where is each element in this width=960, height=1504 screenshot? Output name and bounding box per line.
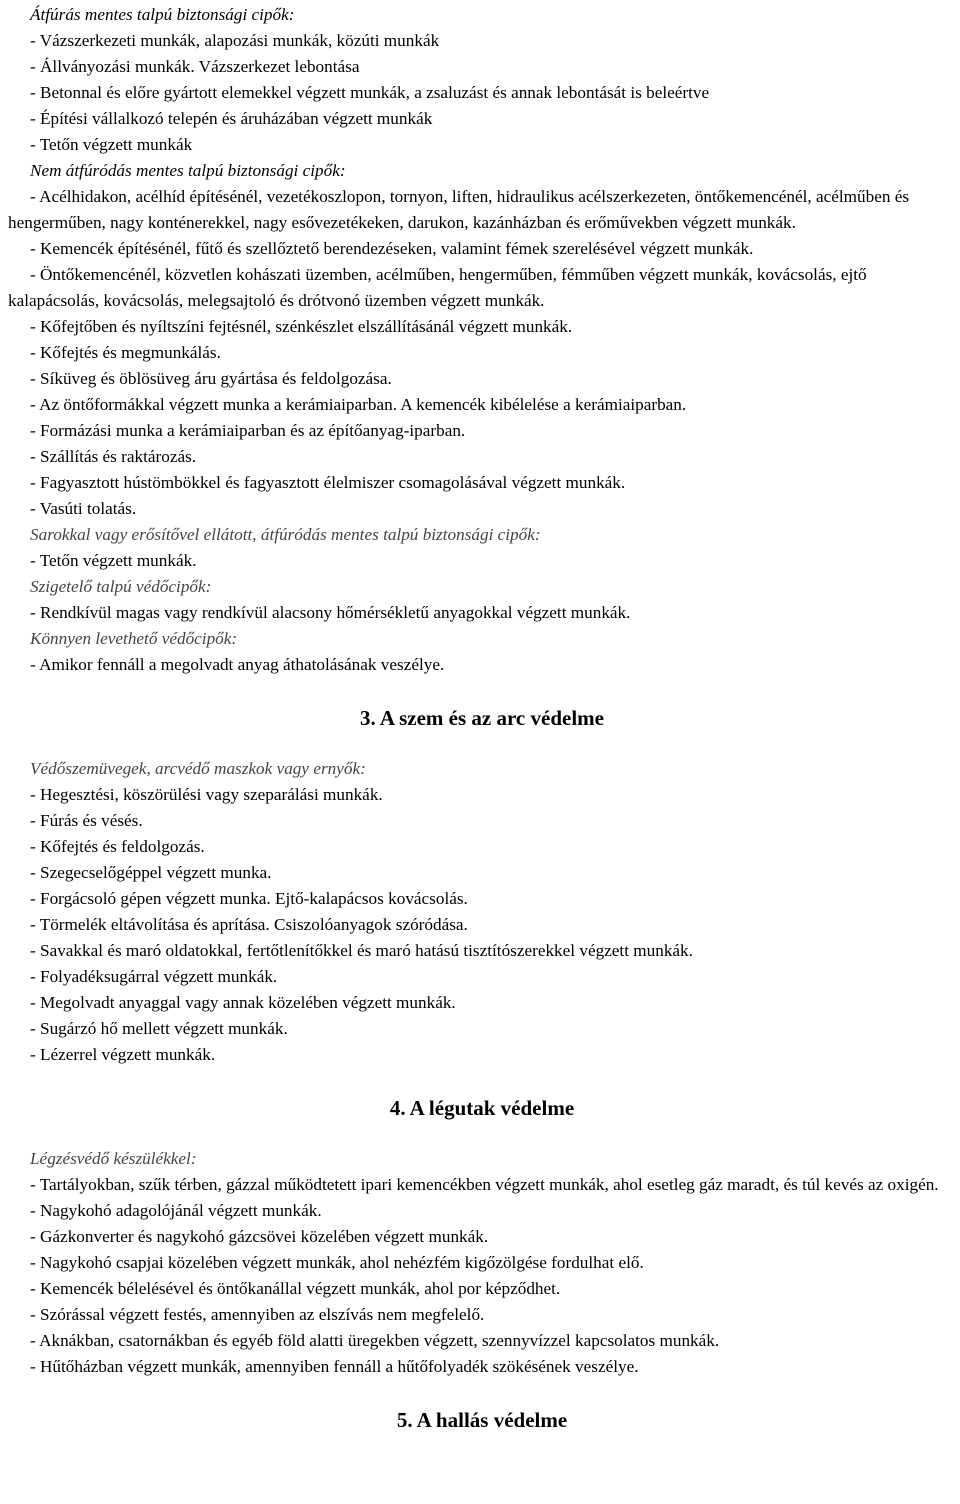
list-item: - Kemencék bélelésével és öntőkanállal végzett munkák, ahol por képződhet. xyxy=(30,1279,561,1298)
section-eye-face-protection xyxy=(8,756,956,1068)
list-item: - Acélhidakon, acélhíd építésénél, vezetékoszlopon, tornyon, liften, hidraulikus acélszerkezeten, öntőkemencénél, acélműben és hengerműben, nagy konténerekkel, nagy esővezetékeken, darukon, kazánházban és erőművekben végzett munkák. xyxy=(8,187,910,232)
list-item: - Tartályokban, szűk térben, gázzal működtetett ipari kemencékben végzett munkák, ahol esetleg gáz maradt, és túl kevés az oxigén. xyxy=(30,1175,939,1194)
list-item: - Nagykohó adagolójánál végzett munkák. xyxy=(30,1201,322,1220)
list-item: - Síküveg és öblösüveg áru gyártása és feldolgozása. xyxy=(30,369,392,388)
section-subheading: Átfúrás mentes talpú biztonsági cipők: xyxy=(30,5,295,24)
list-item: - Szállítás és raktározás. xyxy=(30,447,197,466)
section-subheading: Szigetelő talpú védőcipők: xyxy=(30,577,212,596)
list-item: - Az öntőformákkal végzett munka a kerámiaiparban. A kemencék kibélelése a kerámiaiparban. xyxy=(30,395,687,414)
list-item: - Vázszerkezeti munkák, alapozási munkák, közúti munkák xyxy=(30,31,440,50)
list-item: - Kemencék építésénél, fűtő és szellőztető berendezéseken, valamint fémek szerelésével végzett munkák. xyxy=(30,239,754,258)
section-respiratory-protection xyxy=(8,1146,956,1380)
list-item: - Folyadéksugárral végzett munkák. xyxy=(30,967,278,986)
document-page xyxy=(8,2,956,1458)
list-item: - Tetőn végzett munkák. xyxy=(30,551,197,570)
list-item: - Vasúti tolatás. xyxy=(30,499,137,518)
section-non-puncture-resistant-shoes xyxy=(8,158,956,522)
list-item: - Nagykohó csapjai közelében végzett munkák, ahol nehézfém kigőzölgése fordulhat elő. xyxy=(30,1253,644,1272)
section-subheading: Nem átfúródás mentes talpú biztonsági cipők: xyxy=(30,161,346,180)
chapter-heading: 5. A hallás védelme xyxy=(396,1408,568,1432)
list-item: - Törmelék eltávolítása és aprítása. Csiszolóanyagok szóródása. xyxy=(30,915,468,934)
list-item: - Amikor fennáll a megolvadt anyag áthatolásának veszélye. xyxy=(30,655,445,674)
section-subheading: Légzésvédő készülékkel: xyxy=(30,1149,197,1168)
section-subheading: Védőszemüvegek, arcvédő maszkok vagy ernyők: xyxy=(30,759,366,778)
section-reinforced-shoes xyxy=(8,522,956,574)
list-item: - Rendkívül magas vagy rendkívül alacsony hőmérsékletű anyagokkal végzett munkák. xyxy=(30,603,631,622)
section-subheading: Sarokkal vagy erősítővel ellátott, átfúródás mentes talpú biztonsági cipők: xyxy=(30,525,541,544)
chapter-heading: 4. A légutak védelme xyxy=(389,1096,575,1120)
list-item: - Szórással végzett festés, amennyiben az elszívás nem megfelelő. xyxy=(30,1305,485,1324)
list-item: - Formázási munka a kerámiaiparban és az építőanyag-iparban. xyxy=(30,421,466,440)
section-puncture-resistant-shoes xyxy=(8,2,956,158)
section-removable-shoes xyxy=(8,626,956,678)
list-item: - Hűtőházban végzett munkák, amennyiben fennáll a hűtőfolyadék szökésének veszélye. xyxy=(30,1357,639,1376)
list-item: - Savakkal és maró oldatokkal, fertőtlenítőkkel és maró hatású tisztítószerekkel végzett munkák. xyxy=(30,941,693,960)
list-item: - Állványozási munkák. Vázszerkezet lebontása xyxy=(30,57,360,76)
list-item: - Megolvadt anyaggal vagy annak közelében végzett munkák. xyxy=(30,993,456,1012)
list-item: - Gázkonverter és nagykohó gázcsövei közelében végzett munkák. xyxy=(30,1227,489,1246)
list-item: - Kőfejtés és megmunkálás. xyxy=(30,343,221,362)
list-item: - Szegecselőgéppel végzett munka. xyxy=(30,863,272,882)
list-item: - Aknákban, csatornákban és egyéb föld alatti üregekben végzett, szennyvízzel kapcsolatos munkák. xyxy=(30,1331,720,1350)
list-item: - Hegesztési, köszörülési vagy szeparálási munkák. xyxy=(30,785,383,804)
list-item: - Kőfejtőben és nyíltszíni fejtésnél, szénkészlet elszállításánál végzett munkák. xyxy=(30,317,573,336)
list-item: - Kőfejtés és feldolgozás. xyxy=(30,837,205,856)
list-item: - Fagyasztott hústömbökkel és fagyasztott élelmiszer csomagolásával végzett munkák. xyxy=(30,473,626,492)
list-item: - Építési vállalkozó telepén és áruházában végzett munkák xyxy=(30,109,433,128)
list-item: - Betonnal és előre gyártott elemekkel végzett munkák, a zsaluzást és annak lebontását is beleértve xyxy=(30,83,710,102)
list-item: - Forgácsoló gépen végzett munka. Ejtő-kalapácsos kovácsolás. xyxy=(30,889,468,908)
list-item: - Sugárzó hő mellett végzett munkák. xyxy=(30,1019,288,1038)
list-item: - Fúrás és vésés. xyxy=(30,811,143,830)
section-subheading: Könnyen levethető védőcipők: xyxy=(30,629,238,648)
list-item: - Tetőn végzett munkák xyxy=(30,135,193,154)
list-item: - Lézerrel végzett munkák. xyxy=(30,1045,216,1064)
list-item: - Öntőkemencénél, közvetlen kohászati üzemben, acélműben, hengerműben, fémműben végzett munkák, kovácsolás, ejtő kalapácsolás, kovácsolás, melegsajtoló és drótvonó üzemben végzett munkák. xyxy=(8,265,867,310)
chapter-heading: 3. A szem és az arc védelme xyxy=(360,706,604,730)
section-insulated-shoes xyxy=(8,574,956,626)
